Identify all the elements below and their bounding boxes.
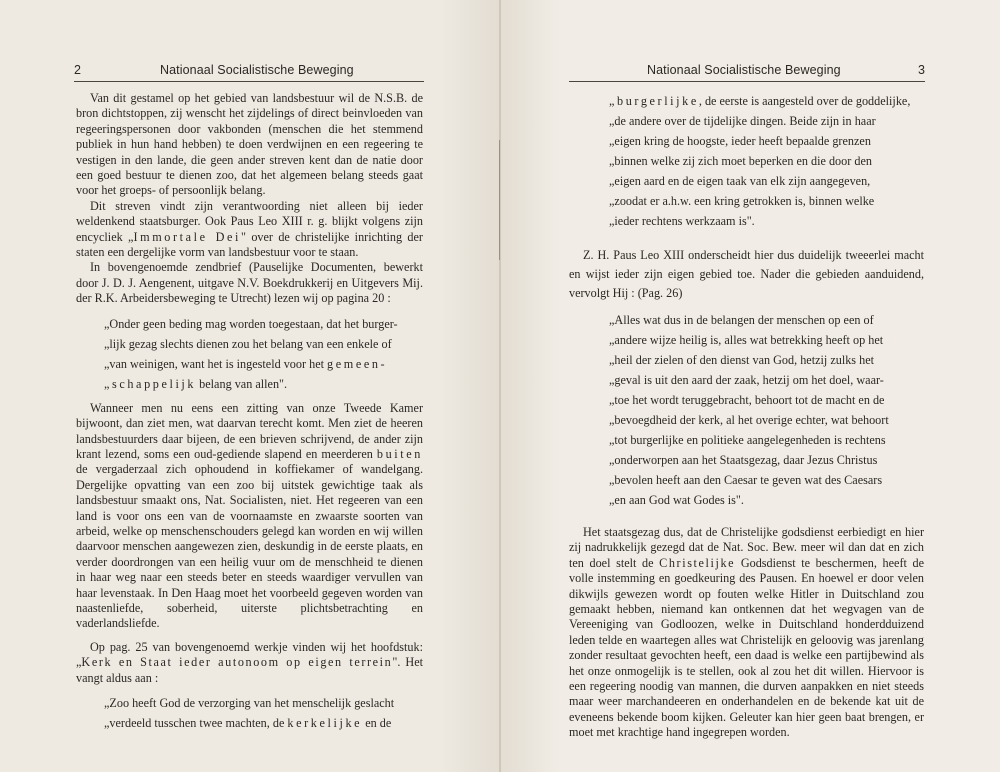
quote-line: „Zoo heeft God de verzorging van het menschelijk geslacht bbox=[104, 696, 395, 710]
page-header bbox=[74, 63, 424, 82]
spaced-emphasis: buiten bbox=[376, 446, 423, 461]
quote-line: „verdeeld tusschen twee machten, de kerkelijke en de bbox=[104, 716, 392, 730]
quote-line: „Alles wat dus in de belangen der menschen op een of bbox=[609, 313, 874, 327]
quote-line: „bevolen heeft aan den Caesar te geven wat des Caesars bbox=[609, 473, 883, 487]
spaced-emphasis: gemeen- bbox=[327, 356, 388, 371]
block-quote bbox=[609, 310, 924, 510]
spacer bbox=[569, 517, 924, 525]
left-page bbox=[0, 0, 499, 772]
paragraph: Z. H. Paus Leo XIII onderscheidt hier dus duidelijk tweeerlei macht en wijst ieder zijn eigen gebied toe. Nader die gebieden aanduidend, vervolgt Hij : (Pag. 26) bbox=[569, 248, 924, 300]
quote-line: „ieder rechtens werkzaam is". bbox=[609, 214, 755, 228]
quote-line: „tot burgerlijke en politieke aangelegenheden is rechtens bbox=[609, 433, 886, 447]
quote-line: „burgerlijke, de eerste is aangesteld over de goddelijke, bbox=[609, 94, 911, 108]
spacer bbox=[76, 632, 423, 640]
paragraph: Dit streven vindt zijn verantwoording niet alleen bij ieder weldenkend staatsburger. Ook Paus Leo XIII r. g. blijkt volgens zijn encycliek „Immortale Dei" over de christelijke inrichting der staten een dergelijke vorm van landsbestuur voor te staan. bbox=[76, 198, 423, 260]
spaced-emphasis: „schappelijk bbox=[104, 376, 197, 391]
quote-line: „heil der zielen of den dienst van God, hetzij zulks het bbox=[609, 353, 874, 367]
quote-line: „onderworpen aan het Staatsgezag, daar Jezus Christus bbox=[609, 453, 878, 467]
quote-line: „en aan God wat Godes is". bbox=[609, 493, 744, 507]
paragraph: Het staatsgezag dus, dat de Christelijke godsdienst eerbiedigt en hier zij nadrukkelijk gezegd dat de Nat. Soc. Bew. meer wil dan dat en zich ten doel stelt de Christelijke Godsdienst te beschermen, heeft de volle instemming en goedkeuring des Pausen. En hoewel er door velen dikwijls gewezen wordt op fouten welke Hitler in Duitschland zou gemaakt hebben, niemand kan ontkennen dat het wegvagen van de Vereeniging van Godloozen, welke in Duitschland honderdduizend leden telde en waartegen alles wat Christelijk en geloovig was jarenlang zonder resultaat gevochten heeft, een daad is welke een partijbewind als het onze onmogelijk is te stellen, ook al zou het dit willen. Hiervoor is een regeering noodig van mannen, die durven aanpakken en niet steeds maar weer marchandeeren en onderhandelen en de bekende kat uit de eveneens bekende boom kijken. Geleuter kan hier geen baat brengen, er moet met krachtige hand ingegrepen worden. bbox=[569, 525, 924, 740]
quote-line: „eigen aard en de eigen taak van elk zijn aangegeven, bbox=[609, 174, 871, 188]
quote-line: „schappelijk belang van allen". bbox=[104, 376, 288, 391]
quote-line: „lijk gezag slechts dienen zou het belang van een enkele of bbox=[104, 336, 392, 351]
spaced-emphasis: Christelijke bbox=[659, 555, 736, 570]
running-title: Nationaal Socialistische Beweging bbox=[647, 63, 841, 77]
block-quote bbox=[104, 314, 423, 394]
page-number: 2 bbox=[74, 63, 81, 77]
quote-line: „binnen welke zij zich moet beperken en die door den bbox=[609, 154, 872, 168]
right-page bbox=[501, 0, 1000, 772]
quote-line: „zoodat er a.h.w. een kring getrokken is, binnen welke bbox=[609, 194, 875, 208]
page-body bbox=[76, 91, 423, 740]
quote-line: „Onder geen beding mag worden toegestaan, dat het burger- bbox=[104, 316, 398, 331]
paragraph: In bovengenoemde zendbrief (Pauselijke Documenten, bewerkt door J. D. J. Aengenent, uitgave N.V. Boekdrukkerij en Uitgevers Mij. der R.K. Arbeidersbeweging te Utrecht) lezen wij op pagina 20 : bbox=[76, 260, 423, 306]
quote-line: „eigen kring de hoogste, ieder heeft bepaalde grenzen bbox=[609, 134, 871, 148]
spaced-emphasis: kerkelijke bbox=[287, 716, 363, 730]
spaced-emphasis: Immortale Dei bbox=[133, 229, 241, 244]
block-quote bbox=[104, 693, 423, 733]
paragraph: Op pag. 25 van bovengenoemd werkje vinden wij het hoofdstuk: „Kerk en Staat ieder autonoom op eigen terrein". Het vangt aldus aan : bbox=[76, 639, 424, 685]
paragraph: Wanneer men nu eens een zitting van onze Tweede Kamer bijwoont, dan ziet men, wat daarvan terecht komt. Men ziet de heeren landsbestuurders daar bijeen, de een brieven schrijvend, de ander zijn krant lezend, soms een oud-gediende slapend en meerderen buiten de vergaderzaal zich ophoudend in koffiekamer of wandelgang. Dergelijke opvatting van een zoo bij uitstek gewichtige taak als landsbestuur smaakt ons, Nat. Socialisten, niet. Het regeeren van een land is voor ons een van de voornaamste en zwaarste soorten van arbeid, welke op menschenschouders gelegd kan worden en wij willen daarvoor menschen aangewezen zien, deskundig in de eerste plaats, en verder doordrongen van een heilig vuur om de menschheid te dienen in haar weg naar een steeds beter en steeds waardiger vervullen van haar levenstaak. In Den Haag moet het voorbeeld gegeven worden van naastenliefde, soberheid, uiterste plichtsbetrachting en vaderlandsliefde. bbox=[76, 400, 423, 631]
quote-line: „toe het wordt teruggebracht, behoort tot de macht en de bbox=[609, 393, 885, 407]
block-quote bbox=[609, 91, 924, 231]
quote-line: „bevoegdheid der kerk, al het overige echter, wat behoort bbox=[609, 413, 889, 427]
quote-line: „geval is uit den aard der zaak, hetzij om het doel, waar- bbox=[609, 373, 884, 387]
running-title: Nationaal Socialistische Beweging bbox=[160, 63, 354, 77]
page-body bbox=[569, 91, 924, 741]
spaced-emphasis: „burgerlijke bbox=[609, 94, 699, 108]
spaced-emphasis: Kerk en Staat ieder autonoom op eigen terrein bbox=[81, 655, 393, 670]
gutter-mark bbox=[499, 140, 500, 260]
page-number: 3 bbox=[918, 63, 925, 77]
quote-line: „andere wijze heilig is, alles wat betrekking heeft op het bbox=[609, 333, 884, 347]
spacer bbox=[569, 238, 924, 246]
paragraph: Van dit gestamel op het gebied van landsbestuur wil de N.S.B. de bron dichtstoppen, zij wenscht het zijdelings of direct beinvloeden van regeeringspersonen door vakbonden (menschen die het stemmend publiek in hun hand hebben) te doen verdwijnen en een regeering te vestigen in den lande, die geen ander streven kent dan de natie door een goed bestuur te dienen zoo, dat het algemeen belang steeds gaat voor het groeps- of persoonlijk belang. bbox=[76, 91, 423, 198]
page-header bbox=[569, 63, 925, 82]
quote-line: „van weinigen, want het is ingesteld voor het gemeen- bbox=[104, 356, 388, 371]
quote-line: „de andere over de tijdelijke dingen. Beide zijn in haar bbox=[609, 114, 876, 128]
